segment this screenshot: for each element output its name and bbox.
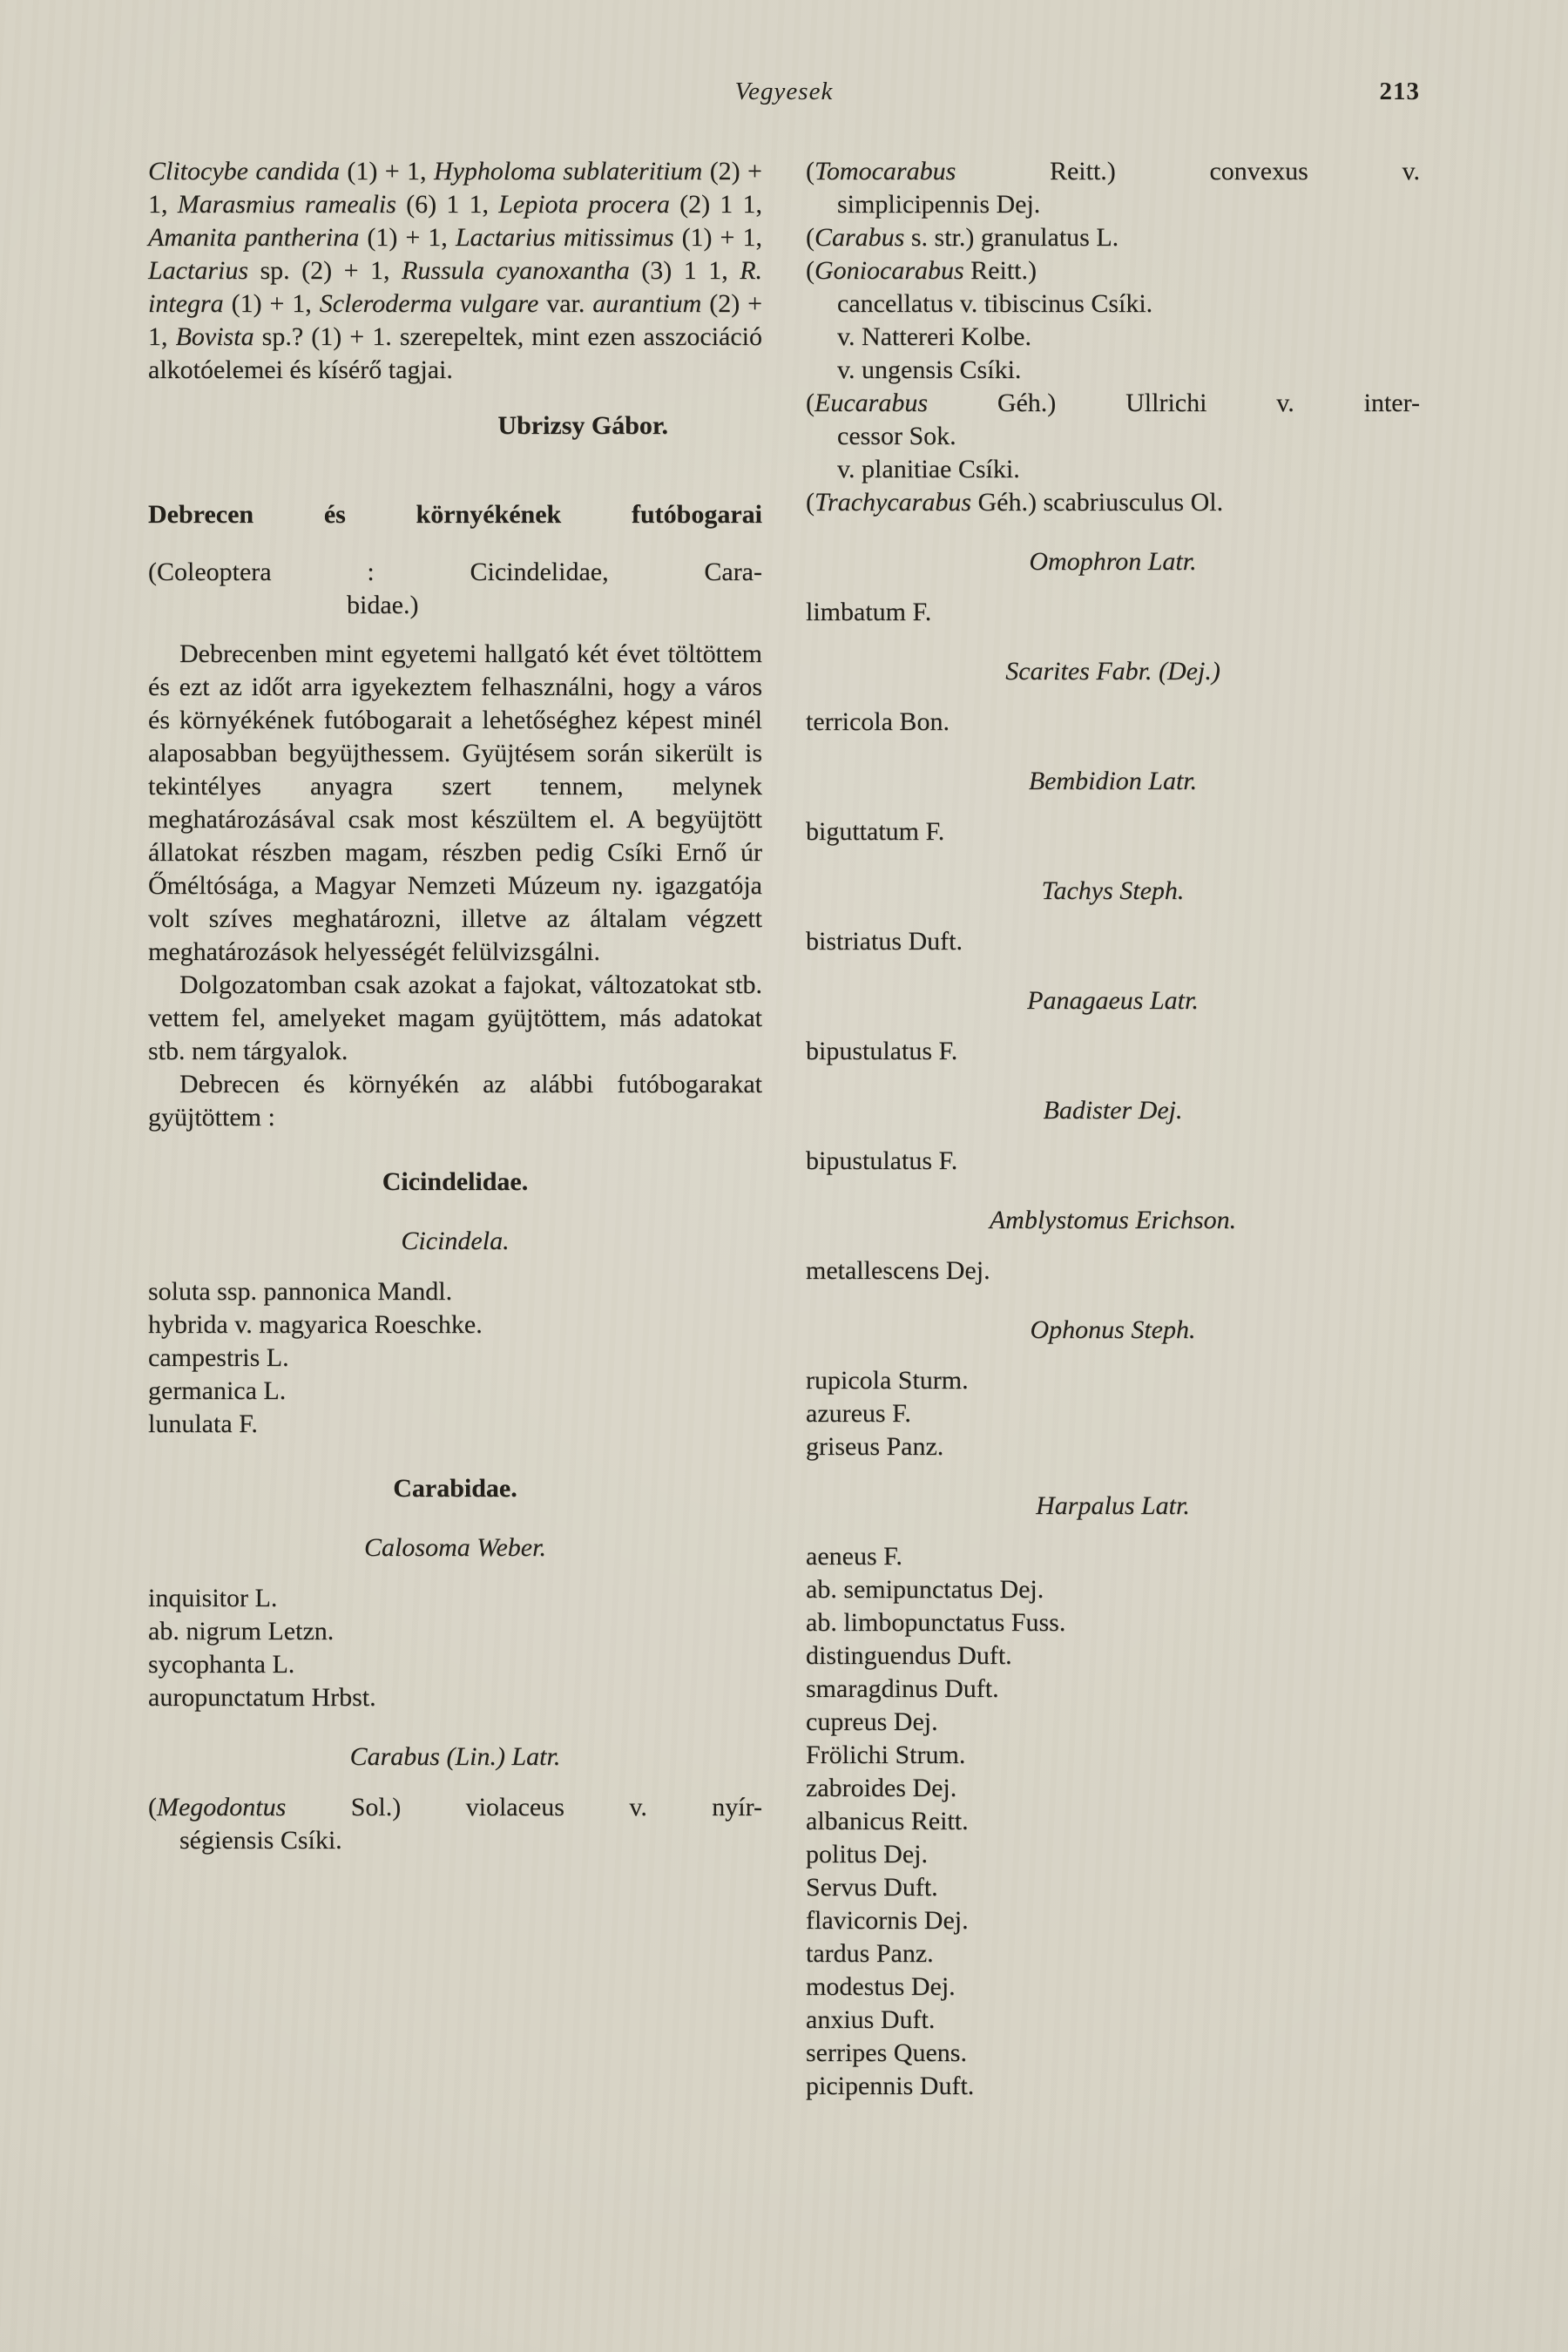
- species-line: flavicornis Dej.: [806, 1906, 969, 1935]
- species-line: [806, 254, 1420, 287]
- text-run: Reitt.): [963, 256, 1037, 285]
- taxa-list: [148, 1166, 762, 1857]
- species-name: Hypholoma sublateritium: [433, 157, 703, 186]
- species-line: ségiensis Csíki.: [179, 1826, 342, 1855]
- species-name: Tomocarabus: [814, 157, 956, 186]
- species-line: terricola Bon.: [806, 707, 950, 736]
- species-line: [806, 221, 1420, 254]
- page-number: 213: [1379, 78, 1420, 105]
- species-line: cupreus Dej.: [806, 1707, 938, 1736]
- species-line: anxius Duft.: [806, 2005, 936, 2034]
- text-run: (: [806, 256, 814, 285]
- species-name: Carabus: [814, 223, 905, 252]
- species-line: [806, 387, 1420, 420]
- species-line: germanica L.: [148, 1376, 287, 1405]
- genus-heading: Ophonus Steph.: [1030, 1315, 1196, 1344]
- body-paragraph: Debrecenben mint egyetemi hallgató két évet töltöttem és ezt az időt arra igyekeztem felhasználni, hogy a város és környékének futóbogarait a lehetőséghez képest minél alaposabban begyüjthessem. Gyüjtésem során sikerült is tekintélyes anyagra szert tennem, melynek meghatározásával csak most készültem el. A begyüjtött állatokat részben magam, részben pedig Csíki Ernő úr Őméltósága, a Magyar Nemzeti Múzeum ny. igazgatója volt szíves meghatározni, illetve az általam végzett meghatározások helyességét felülvizsgálni.: [148, 639, 762, 966]
- genus-heading: Carabus (Lin.) Latr.: [349, 1742, 561, 1771]
- species-line: [148, 1791, 762, 1824]
- text-run: (1) + 1,: [340, 157, 434, 186]
- text-run: sp. (2) + 1,: [248, 256, 402, 285]
- genus-heading: Harpalus Latr.: [1036, 1491, 1190, 1520]
- genus-heading: Scarites Fabr. (Dej.): [1005, 657, 1220, 686]
- genus-heading: Cicindela.: [401, 1227, 510, 1255]
- species-line: politus Dej.: [806, 1840, 928, 1869]
- species-line: [806, 155, 1420, 188]
- species-name: R. integra: [148, 256, 763, 318]
- species-name: Goniocarabus: [814, 256, 964, 285]
- species-name: Eucarabus: [814, 389, 928, 417]
- left-column: [148, 155, 762, 2103]
- text-run: (2) 1 1,: [669, 190, 763, 219]
- species-name: Lactarius mitissimus: [455, 223, 674, 252]
- species-line: bipustulatus F.: [806, 1037, 958, 1065]
- subtitle-line-2: bidae.): [347, 591, 419, 619]
- species-line: smaragdinus Duft.: [806, 1674, 999, 1703]
- species-line: cessor Sok.: [837, 422, 956, 450]
- body-paragraph: Dolgozatomban csak azokat a fajokat, változatokat stb. vettem fel, amelyeket magam gyüjtöttem, más adatokat stb. nem tárgyalok.: [148, 970, 762, 1065]
- species-line: hybrida v. magyarica Roeschke.: [148, 1310, 483, 1339]
- text-run: s. str.) granulatus L.: [904, 223, 1119, 252]
- species-line: v. planitiae Csíki.: [837, 455, 1020, 483]
- species-line: metallescens Dej.: [806, 1256, 990, 1285]
- text-run: (1) + 1,: [223, 289, 320, 318]
- genus-heading: Calosoma Weber.: [364, 1533, 546, 1562]
- text-run: (: [806, 223, 814, 252]
- text-run: Reitt.) convexus v.: [956, 157, 1420, 186]
- text-run: (: [148, 1793, 157, 1821]
- genus-heading: Omophron Latr.: [1029, 547, 1197, 576]
- species-line: v. ungensis Csíki.: [837, 355, 1022, 384]
- right-column: [806, 155, 1420, 2103]
- species-name: Megodontus: [157, 1793, 287, 1821]
- running-title: Vegyesek: [734, 78, 834, 105]
- species-name: Lactarius: [148, 256, 249, 285]
- text-run: (: [806, 157, 814, 186]
- text-run: (1) + 1,: [359, 223, 456, 252]
- species-line: sycophanta L.: [148, 1650, 295, 1679]
- genus-heading: Tachys Steph.: [1041, 876, 1185, 905]
- author-signature: Ubrizsy Gábor.: [497, 411, 668, 440]
- header-spacer: [148, 77, 735, 106]
- species-line: ab. nigrum Letzn.: [148, 1617, 335, 1646]
- text-run: (6) 1 1,: [395, 190, 499, 219]
- article-subtitle: [148, 556, 762, 622]
- species-line: [806, 486, 1420, 519]
- journal-page: [148, 77, 1420, 2103]
- species-name: Clitocybe candida: [148, 157, 340, 186]
- species-name: Bovista: [175, 322, 254, 351]
- species-line: Servus Duft.: [806, 1873, 938, 1902]
- subtitle-line-1: (Coleoptera : Cicindelidae, Cara-: [148, 558, 762, 586]
- species-line: ab. semipunctatus Dej.: [806, 1575, 1044, 1604]
- species-name: Marasmius ramealis: [177, 190, 396, 219]
- species-line: limbatum F.: [806, 598, 932, 626]
- family-heading: Cicindelidae.: [382, 1167, 529, 1196]
- species-line: soluta ssp. pannonica Mandl.: [148, 1277, 453, 1306]
- species-line: auropunctatum Hrbst.: [148, 1683, 376, 1712]
- genus-heading: Panagaeus Latr.: [1027, 986, 1199, 1015]
- taxa-list: [806, 155, 1420, 2103]
- species-line: rupicola Sturm.: [806, 1366, 969, 1395]
- species-name: aurantium: [592, 289, 702, 318]
- species-line: bipustulatus F.: [806, 1146, 958, 1175]
- article-title: Debrecen és környékének futóbogarai: [148, 500, 762, 529]
- species-line: azureus F.: [806, 1399, 911, 1428]
- text-run: Géh.) scabriusculus Ol.: [971, 488, 1224, 517]
- species-line: v. Nattereri Kolbe.: [837, 322, 1031, 351]
- text-run: (: [806, 488, 814, 517]
- text-run: Géh.) Ullrichi v. inter-: [928, 389, 1420, 417]
- species-line: aeneus F.: [806, 1542, 902, 1571]
- species-line: Frölichi Strum.: [806, 1740, 966, 1769]
- text-run: (: [806, 389, 814, 417]
- species-line: griseus Panz.: [806, 1432, 944, 1461]
- intro-paragraph: [148, 155, 762, 387]
- species-line: albanicus Reitt.: [806, 1807, 969, 1835]
- species-line: picipennis Duft.: [806, 2072, 975, 2100]
- species-name: Russula cyanoxantha: [402, 256, 630, 285]
- species-line: serripes Quens.: [806, 2038, 967, 2067]
- text-run: sp.? (1) + 1. szerepeltek, mint ezen asszociáció alkotóelemei és kísérő tagjai.: [148, 322, 762, 384]
- text-run: (3) 1 1,: [629, 256, 740, 285]
- species-line: cancellatus v. tibiscinus Csíki.: [837, 289, 1153, 318]
- text-run: (2) + 1,: [148, 289, 763, 351]
- species-line: tardus Panz.: [806, 1939, 934, 1968]
- species-line: simplicipennis Dej.: [837, 190, 1041, 219]
- family-heading: Carabidae.: [393, 1474, 517, 1503]
- species-name: Trachycarabus: [814, 488, 971, 517]
- page-header: [148, 77, 1420, 106]
- genus-heading: Bembidion Latr.: [1028, 767, 1198, 795]
- species-line: campestris L.: [148, 1343, 289, 1372]
- body-paragraph: Debrecen és környékén az alábbi futóbogarakat gyüjtöttem :: [148, 1070, 762, 1132]
- species-line: inquisitor L.: [148, 1584, 278, 1612]
- species-line: ab. limbopunctatus Fuss.: [806, 1608, 1066, 1637]
- species-name: Scleroderma vulgare: [319, 289, 539, 318]
- text-run: Sol.) violaceus v. nyír-: [286, 1793, 762, 1821]
- species-line: distinguendus Duft.: [806, 1641, 1012, 1670]
- species-name: Amanita pantherina: [148, 223, 360, 252]
- species-line: modestus Dej.: [806, 1972, 956, 2001]
- text-run: var.: [538, 289, 593, 318]
- two-column-body: [148, 155, 1420, 2103]
- species-line: bistriatus Duft.: [806, 927, 963, 956]
- genus-heading: Amblystomus Erichson.: [989, 1206, 1237, 1234]
- text-run: (2) + 1,: [148, 157, 762, 219]
- text-run: (1) + 1,: [673, 223, 762, 252]
- species-name: Lepiota procera: [498, 190, 670, 219]
- genus-heading: Badister Dej.: [1043, 1096, 1183, 1125]
- species-line: zabroides Dej.: [806, 1774, 957, 1802]
- species-line: lunulata F.: [148, 1409, 258, 1438]
- species-line: biguttatum F.: [806, 817, 945, 846]
